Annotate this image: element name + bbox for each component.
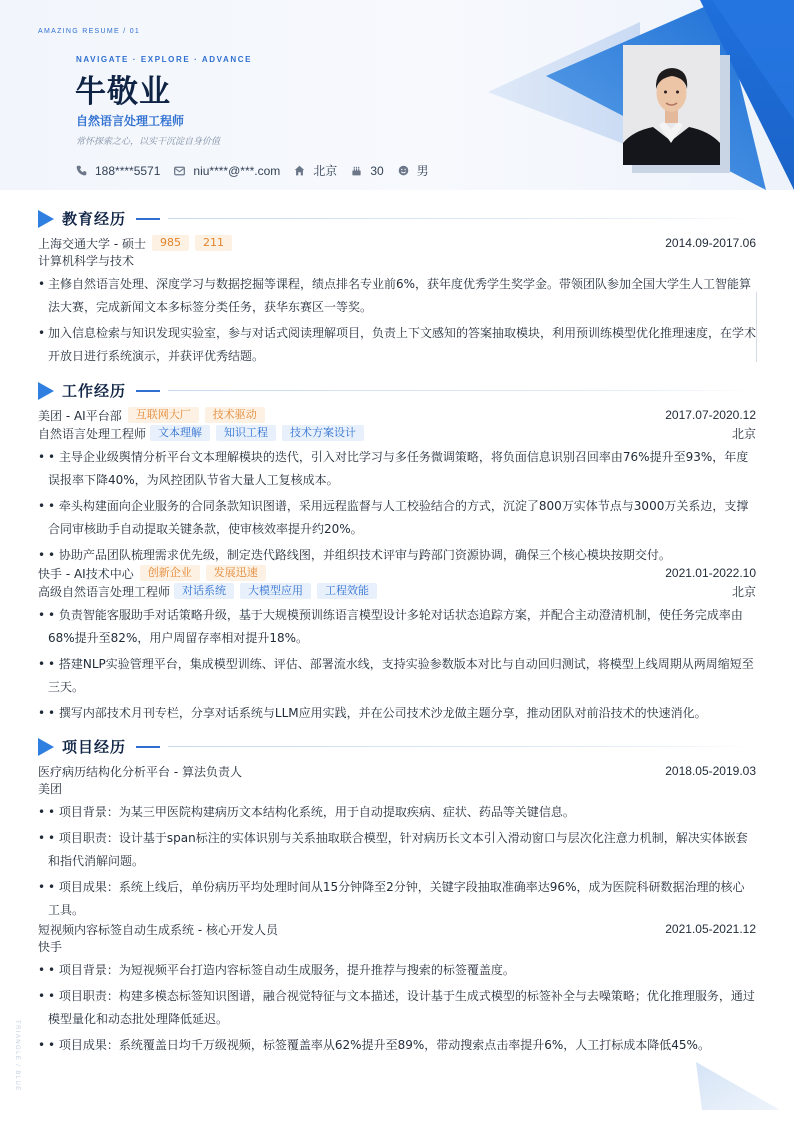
contact-list <box>76 162 443 179</box>
list-item: • • 项目成果：系统上线后，单份病历平均处理时间从15分钟降至2分钟，关键字段抽取准确率达96%，成为医院科研数据治理的核心工具。 <box>38 876 756 922</box>
section-dash <box>136 390 160 392</box>
avatar <box>623 45 720 165</box>
candidate-name: 牛敬业 <box>75 74 171 110</box>
work-company-row <box>38 564 756 582</box>
section-work-header <box>38 380 756 401</box>
list-item: • • 负责智能客服助手对话策略升级，基于大规模预训练语言模型设计多轮对话状态追踪方案，并配合主动澄清机制，使任务完成率由68%提升至82%，用户周留存率相对提升18%。 <box>38 604 756 650</box>
project-row <box>38 920 756 938</box>
company-tag: 技术驱动 <box>205 407 265 423</box>
company-name: 快手 - AI技术中心 <box>38 566 134 581</box>
contact-age <box>351 164 383 178</box>
candidate-motto: 常怀探索之心，以实干沉淀自身价值 <box>76 137 221 147</box>
resume-header <box>0 0 794 190</box>
contact-location-text: 北京 <box>313 164 338 178</box>
project-org: 美团 <box>38 782 63 796</box>
role-tag: 文本理解 <box>150 425 210 441</box>
list-item: • • 项目成果：系统覆盖日均千万级视频，标签覆盖率从62%提升至89%，带动搜索点击率提升6%，人工打标成本降低45%。 <box>38 1034 756 1057</box>
project-row <box>38 762 756 780</box>
face-icon <box>398 165 409 176</box>
footer-vertical-label: TRIANGLE / BLUE <box>14 1020 20 1092</box>
phone-icon <box>76 165 87 176</box>
section-dash <box>136 746 160 748</box>
list-item: • • 主导企业级舆情分析平台文本理解模块的迭代，引入对比学习与多任务微调策略，将负面信息识别召回率由76%提升至93%，年度误报率下降40%，为风控团队节省大量人工复核成本。 <box>38 446 756 492</box>
work-date: 2017.07-2020.12 <box>665 408 756 422</box>
section-divider <box>168 746 756 747</box>
contact-location <box>294 162 337 179</box>
work-location: 北京 <box>731 426 756 441</box>
work-entry <box>38 564 756 728</box>
section-divider <box>168 218 756 219</box>
education-bullets <box>38 273 756 368</box>
project-bullets <box>38 801 756 922</box>
work-company-row <box>38 406 756 424</box>
work-entry <box>38 406 756 570</box>
section-triangle-icon <box>38 738 54 756</box>
project-org: 快手 <box>38 940 63 954</box>
contact-gender <box>398 162 429 179</box>
contact-age-text: 30 <box>370 163 384 178</box>
profile-photo <box>623 45 720 165</box>
list-item: • • 撰写内部技术月刊专栏，分享对话系统与LLM应用实践，并在公司技术沙龙做主题分享，推动团队对前沿技术的快速消化。 <box>38 702 756 725</box>
project-name: 医疗病历结构化分析平台 - 算法负责人 <box>38 764 242 779</box>
section-title-projects: 项目经历 <box>62 738 127 756</box>
role-tag: 技术方案设计 <box>282 425 364 441</box>
role-tag: 工程效能 <box>317 583 377 599</box>
work-role-row <box>38 582 756 600</box>
education-tag: 985 <box>152 235 189 251</box>
section-dash <box>136 218 160 220</box>
project-bullets <box>38 959 756 1057</box>
section-divider <box>168 390 756 391</box>
contact-phone <box>76 164 160 178</box>
home-icon <box>294 165 305 176</box>
contact-phone-text: 188****5571 <box>95 163 161 178</box>
education-tag: 211 <box>195 235 232 251</box>
candidate-job-title: 自然语言处理工程师 <box>76 114 185 128</box>
education-entry <box>38 234 756 371</box>
list-item: • • 协助产品团队梳理需求优先级，制定迭代路线图，并组织技术评审与跨部门资源协调，确保三个核心模块按期交付。 <box>38 544 756 567</box>
role-tag: 知识工程 <box>216 425 276 441</box>
list-item: • • 牵头构建面向企业服务的合同条款知识图谱，采用远程监督与人工校验结合的方式，沉淀了800万实体节点与3000万关系边，支撑合同审核助手自动提取关键条款，使审核效率提升约20%。 <box>38 495 756 541</box>
project-name: 短视频内容标签自动生成系统 - 核心开发人员 <box>38 922 278 937</box>
school-name: 上海交通大学 - 硕士 <box>38 236 146 251</box>
list-item: • 主修自然语言处理、深度学习与数据挖掘等课程，绩点排名专业前6%，获年度优秀学生奖学金。带领团队参加全国大学生人工智能算法大赛，完成新闻文本多标签分类任务，获华东赛区一等奖。 <box>38 273 756 319</box>
side-rule <box>756 292 757 362</box>
project-date: 2018.05-2019.03 <box>665 764 756 778</box>
resume-eyebrow: AMAZING RESUME / 01 <box>38 28 141 35</box>
work-role-row <box>38 424 756 442</box>
section-triangle-icon <box>38 382 54 400</box>
list-item: • • 项目职责：构建多模态标签知识图谱，融合视觉特征与文本描述，设计基于生成式模型的标签补全与去噪策略；优化推理服务，通过模型量化和动态批处理降低延迟。 <box>38 985 756 1031</box>
education-major: 计算机科学与技术 <box>38 254 135 268</box>
contact-gender-text: 男 <box>416 164 429 178</box>
company-name: 美团 - AI平台部 <box>38 408 122 423</box>
role-title: 自然语言处理工程师 <box>38 426 147 441</box>
company-tag: 创新企业 <box>140 565 200 581</box>
work-bullets <box>38 604 756 725</box>
education-row <box>38 234 756 252</box>
section-education-header <box>38 208 756 229</box>
company-tag: 发展迅速 <box>206 565 266 581</box>
company-tag: 互联网大厂 <box>128 407 199 423</box>
project-date: 2021.05-2021.12 <box>665 922 756 936</box>
header-tagline: NAVIGATE · EXPLORE · ADVANCE <box>76 55 253 64</box>
cake-icon <box>351 165 362 176</box>
section-triangle-icon <box>38 210 54 228</box>
mail-icon <box>174 166 185 176</box>
work-date: 2021.01-2022.10 <box>665 566 756 580</box>
list-item: • • 项目背景：为短视频平台打造内容标签自动生成服务，提升推荐与搜索的标签覆盖度。 <box>38 959 756 982</box>
list-item: • • 项目职责：设计基于span标注的实体识别与关系抽取联合模型，针对病历长文本引入滑动窗口与层次化注意力机制，解决实体嵌套和指代消解问题。 <box>38 827 756 873</box>
list-item: • 加入信息检索与知识发现实验室，参与对话式阅读理解项目，负责上下文感知的答案抽取模块，利用预训练模型优化推理速度，在学术开放日进行系统演示，并获评优秀结题。 <box>38 322 756 368</box>
work-location: 北京 <box>731 584 756 599</box>
role-title: 高级自然语言处理工程师 <box>38 584 171 599</box>
section-projects-header <box>38 736 756 757</box>
role-tag: 大模型应用 <box>240 583 311 599</box>
project-entry <box>38 762 756 925</box>
section-title-education: 教育经历 <box>62 210 127 228</box>
section-title-work: 工作经历 <box>62 382 127 400</box>
education-date: 2014.09-2017.06 <box>665 236 756 250</box>
contact-email-text: niu****@***.com <box>193 163 281 178</box>
project-entry <box>38 920 756 1060</box>
list-item: • • 项目背景：为某三甲医院构建病历文本结构化系统，用于自动提取疾病、症状、药品等关键信息。 <box>38 801 756 824</box>
list-item: • • 搭建NLP实验管理平台，集成模型训练、评估、部署流水线，支持实验参数版本对比与自动回归测试，将模型上线周期从两周缩短至三天。 <box>38 653 756 699</box>
footer-triangle-decoration <box>690 1060 794 1112</box>
work-bullets <box>38 446 756 567</box>
contact-email <box>174 164 280 178</box>
role-tag: 对话系统 <box>174 583 234 599</box>
